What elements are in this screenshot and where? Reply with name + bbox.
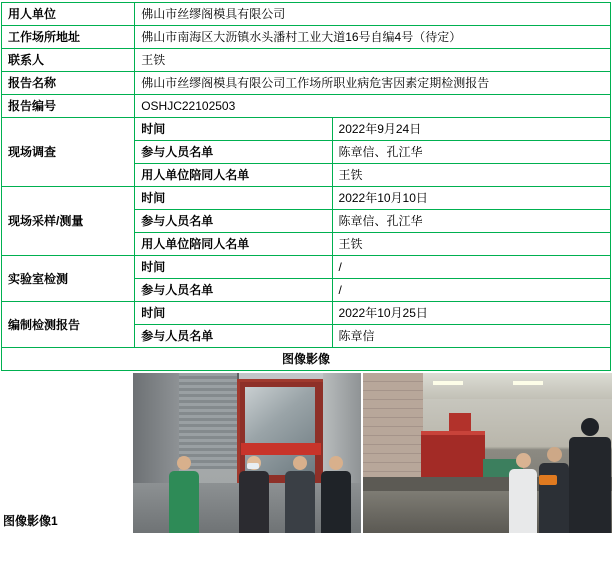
person-body-shape bbox=[285, 471, 315, 533]
image-section-header: 图像影像 bbox=[2, 348, 611, 371]
table-row bbox=[2, 302, 611, 325]
group-sub-site-survey-escorts: 用人单位陪同人名单 bbox=[135, 164, 332, 187]
table-row bbox=[2, 348, 611, 371]
person-head-shape bbox=[177, 456, 191, 470]
roller-shutter-shape bbox=[179, 373, 239, 469]
group-sub-sampling-escorts: 用人单位陪同人名单 bbox=[135, 233, 332, 256]
group-label-report-writing: 编制检测报告 bbox=[2, 302, 135, 348]
person-figure bbox=[283, 456, 317, 533]
person-figure bbox=[237, 456, 271, 533]
person-body-shape bbox=[239, 471, 269, 533]
person-body-shape bbox=[509, 469, 537, 533]
document-page bbox=[0, 2, 612, 584]
group-sub-lab-test-time: 时间 bbox=[135, 256, 332, 279]
group-sub-sampling-participants: 参与人员名单 bbox=[135, 210, 332, 233]
person-figure bbox=[509, 453, 537, 533]
row-value-contact: 王铁 bbox=[135, 49, 611, 72]
group-sub-site-survey-participants: 参与人员名单 bbox=[135, 141, 332, 164]
group-label-site-survey: 现场调查 bbox=[2, 118, 135, 187]
person-body-shape bbox=[569, 437, 611, 533]
row-label-employer: 用人单位 bbox=[2, 3, 135, 26]
group-value-lab-test-time: / bbox=[332, 256, 610, 279]
person-head-shape bbox=[516, 453, 531, 468]
group-value-site-survey-participants: 陈章信、孔江华 bbox=[332, 141, 610, 164]
workshop-interior-photo bbox=[363, 373, 612, 533]
group-sub-sampling-time: 时间 bbox=[135, 187, 332, 210]
person-head-shape bbox=[247, 456, 261, 470]
person-head-shape bbox=[293, 456, 307, 470]
photo-row bbox=[133, 373, 612, 533]
group-label-lab-test: 实验室检测 bbox=[2, 256, 135, 302]
table-row bbox=[2, 72, 611, 95]
row-label-report-number: 报告编号 bbox=[2, 95, 135, 118]
table-row bbox=[2, 49, 611, 72]
row-value-employer: 佛山市丝缪阁模具有限公司 bbox=[135, 3, 611, 26]
row-value-report-name: 佛山市丝缪阁模具有限公司工作场所职业病危害因素定期检测报告 bbox=[135, 72, 611, 95]
table-row bbox=[2, 26, 611, 49]
inspection-report-table bbox=[1, 2, 611, 371]
row-value-address: 佛山市南海区大沥镇水头潘村工业大道16号自编4号（待定） bbox=[135, 26, 611, 49]
person-head-shape bbox=[547, 447, 562, 462]
person-body-shape bbox=[539, 463, 569, 533]
face-mask-shape bbox=[247, 463, 259, 469]
group-value-sampling-participants: 陈章信、孔江华 bbox=[332, 210, 610, 233]
group-value-sampling-time: 2022年10月10日 bbox=[332, 187, 610, 210]
group-value-sampling-escorts: 王铁 bbox=[332, 233, 610, 256]
red-machine-shape bbox=[421, 431, 485, 481]
workshop-entrance-photo bbox=[133, 373, 361, 533]
group-sub-lab-test-participants: 参与人员名单 bbox=[135, 279, 332, 302]
person-head-shape bbox=[581, 418, 599, 436]
person-figure bbox=[569, 418, 611, 533]
group-value-site-survey-time: 2022年9月24日 bbox=[332, 118, 610, 141]
image-caption: 图像影像1 bbox=[3, 514, 58, 528]
table-row bbox=[2, 95, 611, 118]
row-value-report-number: OSHJC22102503 bbox=[135, 95, 611, 118]
group-sub-report-writing-participants: 参与人员名单 bbox=[135, 325, 332, 348]
row-label-report-name: 报告名称 bbox=[2, 72, 135, 95]
group-value-lab-test-participants: / bbox=[332, 279, 610, 302]
ceiling-light-shape bbox=[433, 381, 463, 385]
row-label-contact: 联系人 bbox=[2, 49, 135, 72]
red-banner-shape bbox=[241, 443, 321, 455]
table-row bbox=[2, 256, 611, 279]
group-value-site-survey-escorts: 王铁 bbox=[332, 164, 610, 187]
person-figure bbox=[319, 456, 353, 533]
group-value-report-writing-time: 2022年10月25日 bbox=[332, 302, 610, 325]
row-label-address: 工作场所地址 bbox=[2, 26, 135, 49]
person-figure bbox=[539, 447, 569, 533]
person-body-shape bbox=[321, 471, 351, 533]
table-row bbox=[2, 118, 611, 141]
table-row bbox=[2, 3, 611, 26]
group-sub-report-writing-time: 时间 bbox=[135, 302, 332, 325]
person-body-shape bbox=[169, 471, 199, 533]
person-figure bbox=[167, 456, 201, 533]
group-sub-site-survey-time: 时间 bbox=[135, 118, 332, 141]
image-section bbox=[0, 373, 612, 533]
sampling-device-shape bbox=[539, 475, 557, 485]
ceiling-light-shape bbox=[513, 381, 543, 385]
person-head-shape bbox=[329, 456, 343, 470]
table-row bbox=[2, 187, 611, 210]
group-value-report-writing-participants: 陈章信 bbox=[332, 325, 610, 348]
group-label-sampling: 现场采样/测量 bbox=[2, 187, 135, 256]
